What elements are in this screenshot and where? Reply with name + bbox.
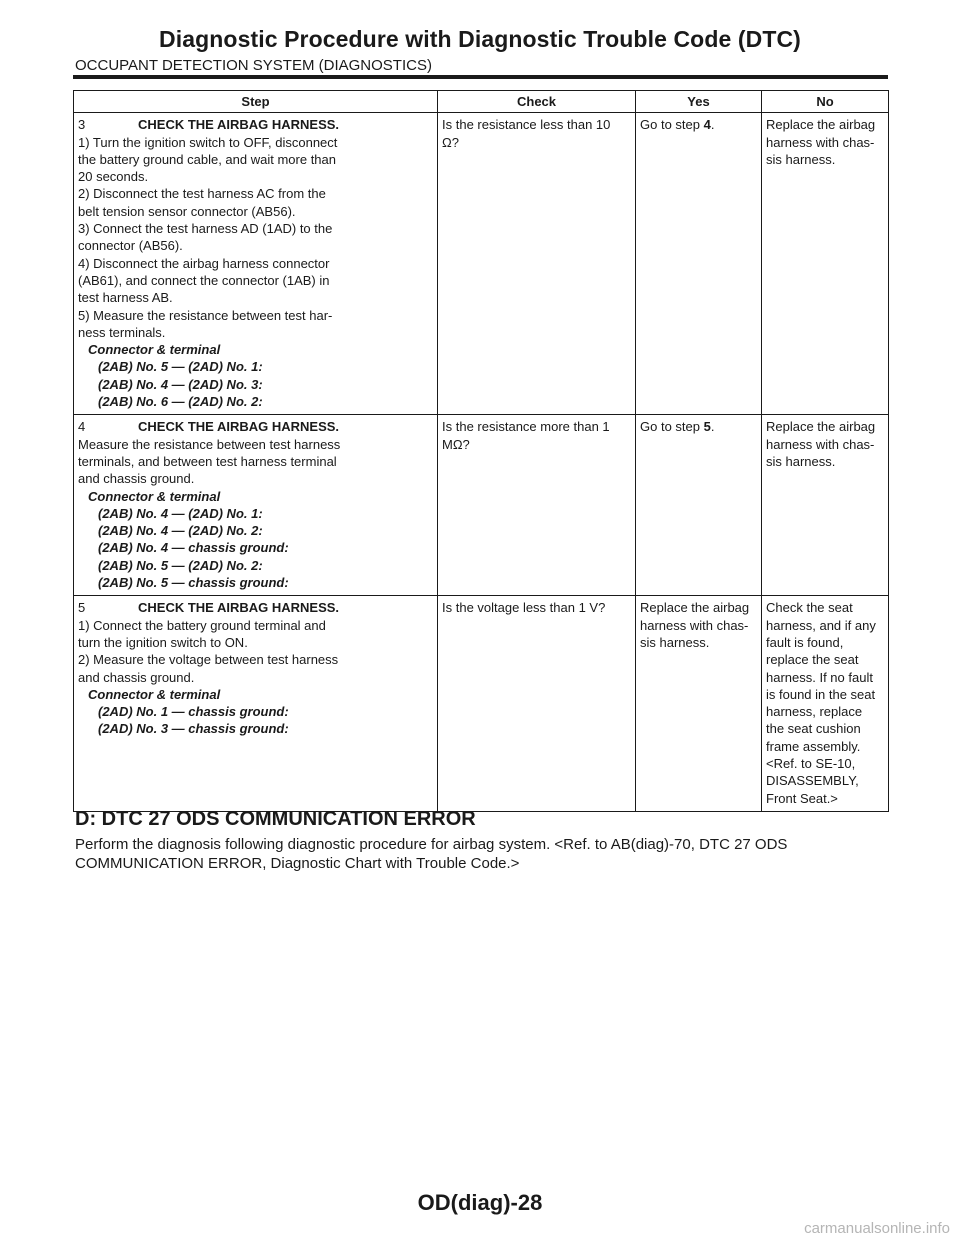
step-instruction-line: Measure the resistance between test harness <box>78 436 341 452</box>
page-title: Diagnostic Procedure with Diagnostic Trouble Code (DTC) <box>159 26 801 52</box>
connector-terminal-item: (2AD) No. 3 — chassis ground: <box>98 721 289 737</box>
yes-line: harness with chas- <box>640 617 749 633</box>
step-instruction-line: and chassis ground. <box>78 669 195 685</box>
check-line: Is the resistance more than 1 <box>442 419 610 435</box>
no-line: Replace the airbag <box>766 419 876 435</box>
connector-terminal-title: Connector & terminal <box>88 686 221 702</box>
yes-line: Replace the airbag <box>640 600 750 616</box>
step-instruction-line: 1) Connect the battery ground terminal and <box>78 617 326 633</box>
step-number: 3 <box>78 117 86 133</box>
page-number: OD(diag)-28 <box>417 1190 543 1215</box>
no-line: fault is found, <box>766 634 844 650</box>
step-instruction-line: connector (AB56). <box>78 238 183 254</box>
diagnostic-table <box>73 90 889 812</box>
check-line: MΩ? <box>442 436 470 452</box>
no-line: harness, replace <box>766 704 863 720</box>
no-line: harness. If no fault <box>766 669 873 685</box>
step-heading <box>78 599 433 616</box>
step-heading <box>78 418 433 435</box>
check-line: Ω? <box>442 134 459 150</box>
no-line: Front Seat.> <box>766 790 838 806</box>
step-instruction-line: and chassis ground. <box>78 471 195 487</box>
no-line: sis harness. <box>766 453 836 469</box>
yes-text: Go to step <box>640 419 704 435</box>
connector-terminal-item: (2AB) No. 4 — (2AD) No. 3: <box>98 376 263 392</box>
section-heading: D: DTC 27 ODS COMMUNICATION ERROR <box>75 808 476 830</box>
watermark-text: carmanualsonline.info <box>804 1220 950 1237</box>
section-body: Perform the diagnosis following diagnostic procedure for airbag system. <Ref. to AB(diag)-70, DTC 27 ODS COMMUNICATION ERROR, Diagnostic Chart with Trouble Code.> <box>75 836 788 872</box>
no-line: <Ref. to SE-10, <box>766 755 856 771</box>
step-number: 4 <box>78 419 86 435</box>
yes-cell <box>636 113 762 415</box>
connector-terminal-title: Connector & terminal <box>88 342 221 358</box>
column-header-step: Step <box>74 91 438 113</box>
step-instruction-line: turn the ignition switch to ON. <box>78 634 248 650</box>
header-rule <box>73 75 888 79</box>
step-instruction-line: ness terminals. <box>78 324 166 340</box>
no-line: Check the seat <box>766 600 853 616</box>
no-line: frame assembly. <box>766 738 861 754</box>
yes-step-ref: 5 <box>703 419 711 435</box>
yes-cell <box>636 415 762 596</box>
step-number: 5 <box>78 600 86 616</box>
connector-terminal-item: (2AB) No. 5 — (2AD) No. 2: <box>98 557 263 573</box>
no-cell <box>762 596 889 812</box>
connector-terminal-title: Connector & terminal <box>88 488 221 504</box>
step-instruction-line: terminals, and between test harness terminal <box>78 453 337 469</box>
step-instruction-line: 2) Measure the voltage between test harness <box>78 652 339 668</box>
yes-step-ref: 4 <box>703 117 711 133</box>
check-cell <box>438 415 636 596</box>
table-row <box>74 415 889 596</box>
yes-line: sis harness. <box>640 634 710 650</box>
no-line: is found in the seat <box>766 686 876 702</box>
step-instruction-line: the battery ground cable, and wait more than <box>78 151 336 167</box>
step-title: CHECK THE AIRBAG HARNESS. <box>138 419 340 435</box>
step-instruction-line: 4) Disconnect the airbag harness connector <box>78 255 330 271</box>
column-header-check: Check <box>438 91 636 113</box>
no-cell <box>762 113 889 415</box>
step-cell <box>74 113 438 415</box>
connector-terminal-item: (2AB) No. 4 — chassis ground: <box>98 540 289 556</box>
yes-cell <box>636 596 762 812</box>
no-line: harness, and if any <box>766 617 876 633</box>
no-line: DISASSEMBLY, <box>766 773 859 789</box>
no-line: sis harness. <box>766 151 836 167</box>
connector-terminal-item: (2AB) No. 5 — chassis ground: <box>98 575 289 591</box>
connector-terminal-item: (2AD) No. 1 — chassis ground: <box>98 704 289 720</box>
connector-terminal-item: (2AB) No. 4 — (2AD) No. 1: <box>98 505 263 521</box>
step-cell <box>74 596 438 812</box>
step-instruction-line: test harness AB. <box>78 290 173 306</box>
no-line: replace the seat <box>766 652 859 668</box>
step-instruction-line: 1) Turn the ignition switch to OFF, disconnect <box>78 134 338 150</box>
no-line: harness with chas- <box>766 436 875 452</box>
connector-terminal-item: (2AB) No. 5 — (2AD) No. 1: <box>98 359 263 375</box>
no-line: the seat cushion <box>766 721 861 737</box>
check-cell <box>438 113 636 415</box>
no-line: Replace the airbag <box>766 117 876 133</box>
check-line: Is the voltage less than 1 V? <box>442 600 606 616</box>
section-label: OCCUPANT DETECTION SYSTEM (DIAGNOSTICS) <box>75 57 432 74</box>
column-header-yes: Yes <box>636 91 762 113</box>
no-line: harness with chas- <box>766 134 875 150</box>
step-heading <box>78 116 433 133</box>
step-instruction-line: 3) Connect the test harness AD (1AD) to the <box>78 221 333 237</box>
step-instruction-line: 2) Disconnect the test harness AC from the <box>78 186 326 202</box>
step-instruction-line: (AB61), and connect the connector (1AB) in <box>78 272 330 288</box>
yes-text: Go to step <box>640 117 704 133</box>
check-line: Is the resistance less than 10 <box>442 117 611 133</box>
step-instruction-line: belt tension sensor connector (AB56). <box>78 203 296 219</box>
step-cell <box>74 415 438 596</box>
table-row <box>74 596 889 812</box>
connector-terminal-item: (2AB) No. 6 — (2AD) No. 2: <box>98 394 263 410</box>
step-title: CHECK THE AIRBAG HARNESS. <box>138 600 340 616</box>
yes-text-end: . <box>710 117 715 133</box>
table-row <box>74 113 889 415</box>
table-header-row <box>74 91 889 113</box>
connector-terminal-item: (2AB) No. 4 — (2AD) No. 2: <box>98 523 263 539</box>
yes-text-end: . <box>710 419 715 435</box>
table-body <box>74 113 889 812</box>
step-instruction-line: 5) Measure the resistance between test har- <box>78 307 333 323</box>
step-title: CHECK THE AIRBAG HARNESS. <box>138 117 340 133</box>
no-cell <box>762 415 889 596</box>
step-instruction-line: 20 seconds. <box>78 169 149 185</box>
check-cell <box>438 596 636 812</box>
column-header-no: No <box>762 91 889 113</box>
